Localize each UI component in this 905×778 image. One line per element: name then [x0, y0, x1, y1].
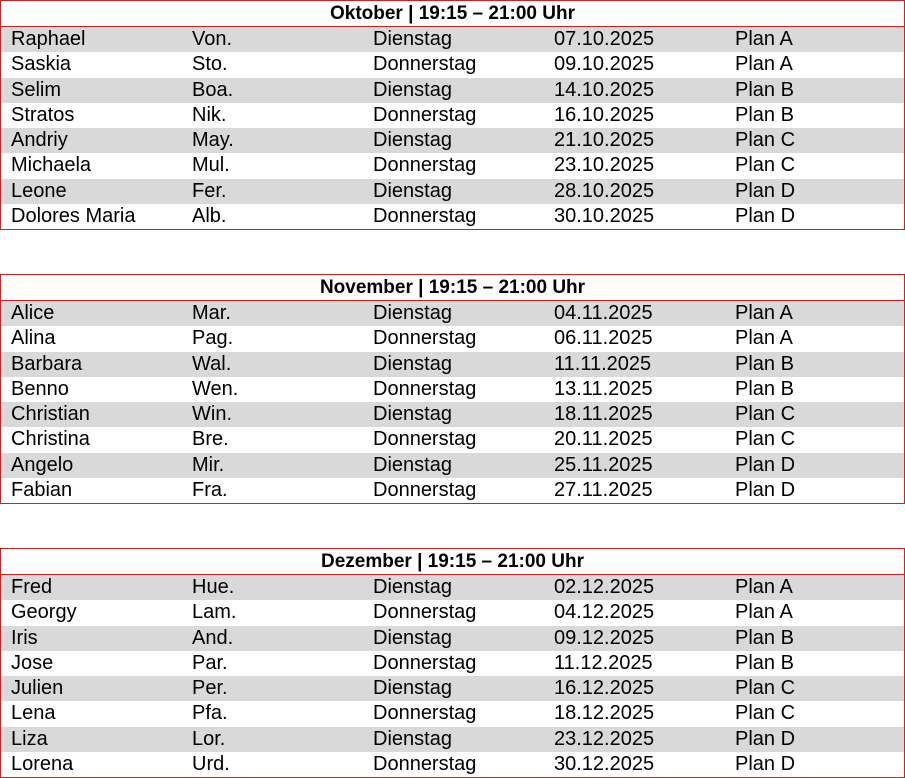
plan-cell: Plan B: [735, 78, 794, 101]
last-name-cell: Lam.: [192, 601, 237, 624]
weekday-cell: Donnerstag: [373, 702, 477, 725]
date-cell: 23.10.2025: [554, 154, 655, 177]
weekday-cell: Donnerstag: [373, 377, 477, 400]
plan-cell: Plan C: [735, 428, 796, 451]
date-cell: 07.10.2025: [554, 28, 655, 50]
first-name-cell: Christian: [11, 403, 90, 425]
month-table: [0, 274, 905, 504]
date-cell: 11.11.2025: [554, 352, 652, 375]
weekday-cell: Donnerstag: [373, 478, 477, 501]
table-row: [1, 27, 904, 52]
date-cell: 30.12.2025: [554, 752, 655, 775]
first-name-cell: Raphael: [11, 28, 86, 50]
weekday-cell: Donnerstag: [373, 651, 477, 674]
last-name-cell: Nik.: [192, 103, 227, 126]
plan-cell: Plan C: [735, 403, 796, 425]
date-cell: 21.10.2025: [554, 129, 655, 151]
first-name-cell: Julien: [11, 677, 64, 699]
plan-cell: Plan B: [735, 626, 794, 649]
date-cell: 30.10.2025: [554, 204, 655, 227]
month-table: [0, 548, 905, 778]
weekday-cell: Dienstag: [373, 576, 452, 598]
last-name-cell: Mir.: [192, 453, 225, 476]
plan-cell: Plan B: [735, 103, 794, 126]
plan-cell: Plan A: [735, 576, 793, 598]
plan-cell: Plan B: [735, 377, 794, 400]
date-cell: 04.12.2025: [554, 601, 655, 624]
first-name-cell: Alina: [11, 327, 56, 350]
table-row: [1, 626, 904, 651]
plan-cell: Plan A: [735, 28, 793, 50]
date-cell: 09.12.2025: [554, 626, 655, 649]
date-cell: 27.11.2025: [554, 478, 653, 501]
table-row: [1, 352, 904, 377]
first-name-cell: Fred: [11, 576, 53, 598]
last-name-cell: Urd.: [192, 752, 230, 775]
table-row: [1, 478, 904, 503]
table-row: [1, 701, 904, 726]
table-row: [1, 301, 904, 326]
plan-cell: Plan C: [735, 702, 796, 725]
first-name-cell: Dolores Maria: [11, 204, 136, 227]
weekday-cell: Donnerstag: [373, 204, 477, 227]
table-row: [1, 727, 904, 752]
last-name-cell: Fra.: [192, 478, 228, 501]
month-header: Dezember | 19:15 – 21:00 Uhr: [1, 549, 904, 575]
last-name-cell: Von.: [192, 28, 233, 50]
last-name-cell: Sto.: [192, 53, 228, 76]
first-name-cell: Selim: [11, 78, 62, 101]
date-cell: 14.10.2025: [554, 78, 655, 101]
last-name-cell: Win.: [192, 403, 232, 425]
plan-cell: Plan C: [735, 677, 796, 699]
first-name-cell: Iris: [11, 626, 38, 649]
plan-cell: Plan D: [735, 752, 796, 775]
table-row: [1, 377, 904, 402]
month-header: November | 19:15 – 21:00 Uhr: [1, 275, 904, 301]
last-name-cell: Hue.: [192, 576, 235, 598]
plan-cell: Plan C: [735, 154, 796, 177]
plan-cell: Plan A: [735, 601, 793, 624]
date-cell: 04.11.2025: [554, 302, 653, 324]
plan-cell: Plan D: [735, 179, 796, 202]
table-row: [1, 103, 904, 128]
first-name-cell: Angelo: [11, 453, 74, 476]
weekday-cell: Dienstag: [373, 626, 452, 649]
last-name-cell: Wen.: [192, 377, 239, 400]
first-name-cell: Stratos: [11, 103, 75, 126]
first-name-cell: Alice: [11, 302, 55, 324]
table-row: [1, 128, 904, 153]
first-name-cell: Georgy: [11, 601, 77, 624]
first-name-cell: Fabian: [11, 478, 73, 501]
weekday-cell: Donnerstag: [373, 154, 477, 177]
last-name-cell: Lor.: [192, 727, 226, 750]
last-name-cell: Bre.: [192, 428, 229, 451]
weekday-cell: Donnerstag: [373, 601, 477, 624]
first-name-cell: Michaela: [11, 154, 92, 177]
date-cell: 23.12.2025: [554, 727, 655, 750]
weekday-cell: Dienstag: [373, 352, 452, 375]
weekday-cell: Dienstag: [373, 302, 452, 324]
first-name-cell: Saskia: [11, 53, 72, 76]
weekday-cell: Dienstag: [373, 129, 452, 151]
table-row: [1, 204, 904, 229]
first-name-cell: Jose: [11, 651, 54, 674]
weekday-cell: Dienstag: [373, 28, 452, 50]
plan-cell: Plan D: [735, 478, 796, 501]
first-name-cell: Barbara: [11, 352, 83, 375]
date-cell: 02.12.2025: [554, 576, 655, 598]
last-name-cell: Pag.: [192, 327, 234, 350]
first-name-cell: Benno: [11, 377, 69, 400]
plan-cell: Plan B: [735, 352, 794, 375]
weekday-cell: Donnerstag: [373, 428, 477, 451]
table-row: [1, 676, 904, 701]
weekday-cell: Donnerstag: [373, 752, 477, 775]
plan-cell: Plan D: [735, 727, 796, 750]
last-name-cell: Mar.: [192, 302, 231, 324]
plan-cell: Plan B: [735, 651, 794, 674]
weekday-cell: Donnerstag: [373, 103, 477, 126]
table-row: [1, 179, 904, 204]
date-cell: 13.11.2025: [554, 377, 653, 400]
last-name-cell: Pfa.: [192, 702, 228, 725]
date-cell: 06.11.2025: [554, 327, 653, 350]
last-name-cell: Alb.: [192, 204, 227, 227]
weekday-cell: Donnerstag: [373, 53, 477, 76]
date-cell: 25.11.2025: [554, 453, 653, 476]
date-cell: 18.12.2025: [554, 702, 655, 725]
month-table: [0, 0, 905, 230]
table-row: [1, 600, 904, 625]
first-name-cell: Liza: [11, 727, 48, 750]
last-name-cell: Per.: [192, 677, 228, 699]
first-name-cell: Leone: [11, 179, 67, 202]
table-row: [1, 427, 904, 452]
date-cell: 20.11.2025: [554, 428, 653, 451]
first-name-cell: Lena: [11, 702, 56, 725]
date-cell: 28.10.2025: [554, 179, 655, 202]
table-row: [1, 52, 904, 77]
weekday-cell: Dienstag: [373, 78, 452, 101]
weekday-cell: Dienstag: [373, 179, 452, 202]
date-cell: 16.10.2025: [554, 103, 655, 126]
last-name-cell: Fer.: [192, 179, 227, 202]
plan-cell: Plan A: [735, 53, 793, 76]
weekday-cell: Dienstag: [373, 403, 452, 425]
plan-cell: Plan C: [735, 129, 796, 151]
weekday-cell: Dienstag: [373, 677, 452, 699]
table-row: [1, 575, 904, 600]
table-row: [1, 78, 904, 103]
table-row: [1, 326, 904, 351]
plan-cell: Plan D: [735, 453, 796, 476]
last-name-cell: Mul.: [192, 154, 230, 177]
first-name-cell: Christina: [11, 428, 90, 451]
plan-cell: Plan A: [735, 327, 793, 350]
table-row: [1, 453, 904, 478]
last-name-cell: May.: [192, 129, 234, 151]
plan-cell: Plan D: [735, 204, 796, 227]
date-cell: 09.10.2025: [554, 53, 655, 76]
last-name-cell: Wal.: [192, 352, 232, 375]
last-name-cell: Boa.: [192, 78, 234, 101]
table-row: [1, 402, 904, 427]
first-name-cell: Andriy: [11, 129, 68, 151]
weekday-cell: Donnerstag: [373, 327, 477, 350]
table-row: [1, 752, 904, 777]
date-cell: 18.11.2025: [554, 403, 653, 425]
date-cell: 11.12.2025: [554, 651, 653, 674]
date-cell: 16.12.2025: [554, 677, 655, 699]
first-name-cell: Lorena: [11, 752, 74, 775]
weekday-cell: Dienstag: [373, 453, 452, 476]
plan-cell: Plan A: [735, 302, 793, 324]
table-row: [1, 651, 904, 676]
month-header: Oktober | 19:15 – 21:00 Uhr: [1, 1, 904, 27]
last-name-cell: Par.: [192, 651, 228, 674]
last-name-cell: And.: [192, 626, 234, 649]
table-row: [1, 153, 904, 178]
weekday-cell: Dienstag: [373, 727, 452, 750]
